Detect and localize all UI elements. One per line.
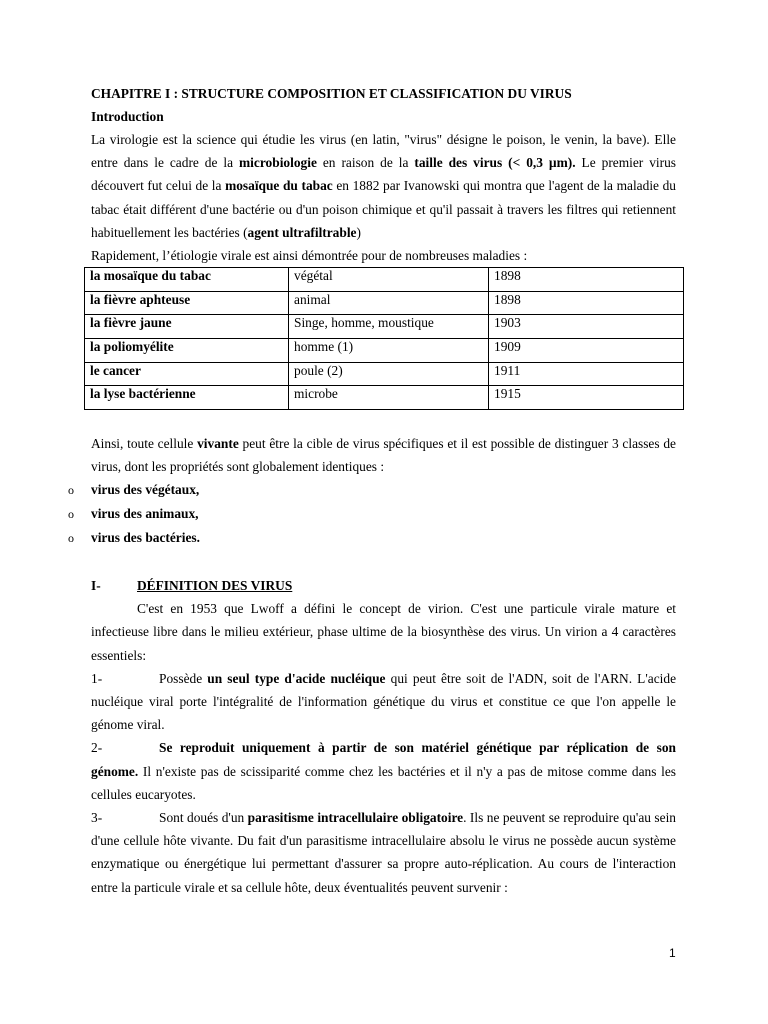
disease-name: la fièvre jaune	[85, 315, 289, 339]
intro-text-3: Le premier virus découvert fut celui de la	[91, 155, 677, 194]
disease-year: 1898	[489, 291, 684, 315]
bullet-icon: o	[68, 507, 74, 522]
characteristic-item-1	[91, 667, 676, 737]
chapter-title: CHAPITRE I : STRUCTURE COMPOSITION ET CLASSIFICATION DU VIRUS	[91, 86, 572, 101]
disease-host: poule (2)	[289, 362, 489, 386]
table-row	[85, 315, 684, 339]
item2-bold: Se reproduit uniquement à partir de son matériel génétique par réplication de son génome.	[91, 740, 676, 779]
intro-text-5: )	[356, 224, 361, 240]
page-number: 1	[669, 946, 676, 960]
intro-text-1: La virologie est la science qui étudie les virus (en latin, "virus" désigne le poison, le venin, la bave). Elle entre dans le cadre de la	[91, 132, 676, 171]
classes-paragraph	[91, 432, 676, 478]
section-title: DÉFINITION DES VIRUS	[137, 578, 293, 594]
definition-paragraph: C'est en 1953 que Lwoff a défini le concept de virion. C'est une particule virale mature et infectieuse libre dans le milieu extérieur, phase ultime de la biosynthèse des virus. Un virion a 4 caractères essentiels:	[91, 601, 676, 663]
table-row	[85, 339, 684, 363]
maladies-table	[84, 267, 684, 410]
intro-bold-microbiologie: microbiologie	[239, 155, 317, 171]
classes-text-1: Ainsi, toute cellule	[91, 435, 198, 451]
disease-name: la lyse bactérienne	[85, 386, 289, 410]
bullet-icon: o	[68, 531, 74, 546]
spacer	[91, 410, 676, 432]
item3-bold: parasitisme intracellulaire obligatoire	[247, 810, 464, 826]
item-number: 1-	[91, 670, 103, 686]
disease-host: Singe, homme, moustique	[289, 315, 489, 339]
table-row	[85, 362, 684, 386]
disease-name: la mosaïque du tabac	[85, 268, 289, 292]
intro-text-2: en raison de la	[316, 155, 415, 171]
table-row	[85, 386, 684, 410]
disease-host: végétal	[289, 268, 489, 292]
virus-classes-list	[68, 478, 676, 550]
characteristic-item-2	[91, 736, 676, 806]
list-item	[68, 478, 676, 502]
item-number: 3-	[91, 810, 103, 826]
intro-bold-taille: taille des virus (< 0,3 µm).	[414, 155, 576, 171]
section-heading	[91, 574, 676, 597]
list-item-label: virus des animaux,	[91, 506, 199, 522]
item-number: 2-	[91, 740, 103, 756]
disease-name: la poliomyélite	[85, 339, 289, 363]
bullet-icon: o	[68, 483, 74, 498]
disease-host: homme (1)	[289, 339, 489, 363]
table-intro: Rapidement, l’étiologie virale est ainsi démontrée pour de nombreuses maladies :	[91, 248, 528, 264]
item1-text-1: Possède	[159, 670, 208, 686]
intro-bold-agent: agent ultrafiltrable	[247, 224, 357, 240]
item3-text-1: Sont doués d'un	[159, 810, 248, 826]
disease-host: microbe	[289, 386, 489, 410]
disease-year: 1911	[489, 362, 684, 386]
list-item-label: virus des bactéries.	[91, 530, 200, 546]
list-item	[68, 502, 676, 526]
list-item-label: virus des végétaux,	[91, 482, 200, 498]
table-row	[85, 268, 684, 292]
document-page	[68, 82, 677, 899]
disease-year: 1915	[489, 386, 684, 410]
disease-host: animal	[289, 291, 489, 315]
disease-year: 1898	[489, 268, 684, 292]
classes-text-2: peut être la cible de virus spécifiques et il est possible de distinguer 3 classes de virus, dont les propriétés sont globalement identiques :	[91, 435, 676, 474]
list-item	[68, 526, 676, 550]
table-row	[85, 291, 684, 315]
disease-year: 1903	[489, 315, 684, 339]
disease-name: le cancer	[85, 362, 289, 386]
disease-name: la fièvre aphteuse	[85, 291, 289, 315]
item3-text-2: . Ils ne peuvent se reproduire qu'au sein d'une cellule hôte vivante. Du fait d'un parasitisme intracellulaire absolu le virus ne possède aucun système enzymatique ou énergétique lui permettant d'assurer sa propre auto-réplication. Au cours de l'interaction entre la particule virale et sa cellule hôte, deux éventualités peuvent survenir :	[91, 810, 676, 895]
characteristic-item-3	[91, 806, 676, 899]
item1-text-2: qui peut être soit de l'ADN, soit de l'ARN. L'acide nucléique viral porte l'intégralité de l'information génétique du virus et constitue ce que l'on appelle le génome viral.	[91, 670, 677, 733]
intro-heading: Introduction	[91, 109, 164, 124]
item1-bold: un seul type d'acide nucléique	[207, 670, 386, 686]
intro-paragraph	[91, 128, 676, 244]
intro-text-4: en 1882 par Ivanowski qui montra que l'agent de la maladie du tabac était différent d'une bactérie ou d'un poison chimique et qu'il passait à travers les filtres qui retiennent habituellement les bactéries (	[91, 178, 676, 240]
classes-bold-vivante: vivante	[197, 435, 239, 451]
section-number: I-	[91, 578, 101, 594]
intro-bold-mosaique: mosaïque du tabac	[225, 178, 333, 194]
disease-year: 1909	[489, 339, 684, 363]
item2-text-1: Il n'existe pas de scissiparité comme chez les bactéries et il n'y a pas de mitose comme dans les cellules eucaryotes.	[91, 763, 676, 802]
